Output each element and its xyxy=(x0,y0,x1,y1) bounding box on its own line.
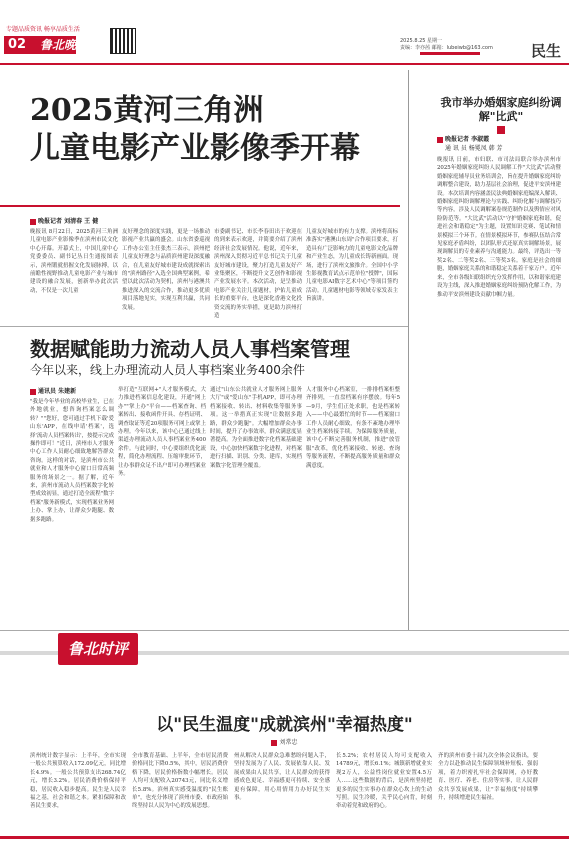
article1-title-line2: 儿童电影产业影像季开幕 xyxy=(30,131,360,166)
article4-title: 以"民生温度"成就滨州"幸福热度" xyxy=(156,715,413,735)
article1-byline-text: 晚报记者 刘清春 王 健 xyxy=(38,218,99,225)
article3-col2: 举打造"互联网+"人才服务模式，大力推进档案信息化建设，开通"网上办""掌上办"平台——档案查询、档案转出、接收函件开具、存档证明、调查取证等近20项服务可网上或掌上办理。今年以来，该中心已通过线上渠道办理流动人员人事档案业务400余件。与此同时，中心要组织优化流程，简化办理流程、压缩审批环节，让办事群众足不出户即可办理档案业务。 xyxy=(118,387,206,478)
article3-col1: "我是今年毕业的高校毕业生，已在外地就业，想咨询档案怎么调转？""您好，您可通过手机下载'爱山东'APP，在线申请'档案'，选择'流动人员档案转出'，按提示完成操作即可！"近日，滨州市人才服务中心工作人员耐心细致地解答群众咨询。这样的对话，是滨州市公共就业和人才服务中心窗口日常高频服务的场景之一。据了解，近年来，滨州市流动人员档案数字化转型成效初显，通过打造全流程"数字档案"服务新模式，实现档案业务网上办、掌上办，让群众少跑腿、数据多跑路。 xyxy=(30,399,114,523)
header-meta xyxy=(400,38,493,52)
article1-col3: 市委副书记、市长李春田出于欢迎在的到来表示欢迎，并简要介绍了滨州经济社会发展情况。他说，近年来，滨州深入贯彻习近平总书记关于儿童友好城市建设，聚力打造儿童友好产业集聚区，不断提升文艺创作和影视产业发展水平。本次活动，是呈推动电影产业关注儿童题材，护佑儿童成长的重要平台，也是深化香港文化投资交流的务实举措，更是助力滨州打造 xyxy=(214,229,302,320)
byline-marker-icon xyxy=(437,137,443,143)
column-divider xyxy=(408,70,409,630)
header-red-bar xyxy=(420,52,480,55)
page-header xyxy=(0,0,569,64)
article3-byline xyxy=(30,386,76,395)
header-divider xyxy=(0,63,569,65)
article4-byline xyxy=(0,737,569,746)
article4-col1: 滨州统计数字显示：上半年，全市实现一般公共预算收入172.09亿元，同比增长4.9%。一般公共预算支出268.74亿元，增长3.2%。居民消费价格保持平稳，居民收入稳步提高。民生是人民幸福之基，社会和谐之本。紧扣保障和改善民生要求， xyxy=(30,753,126,810)
article2-body: 晚报讯 日前，市妇联、市司法局联合举办滨州市2025年婚姻家庭纠纷人民调解工作"大比武"活动暨婚姻家庭辅导员业务培训会，旨在提升婚姻家庭纠纷调解整合建设，助力基层社会治理，促进平安滨州建设。本次培训内容涵盖民法典婚姻家庭编深入解读、婚姻家庭纠纷调解理论与实践、纠纷化解与调解技巧等内容，涉及人民调解案卷规范制作以及舆情应对风险防范等。"大比武"活动以"守护婚姻家庭和谐，促进社会和谐稳定"为主题，设置知识竞赛、笔试和情景模拟三个环节。在情景模拟环节，参赛队伍结合常见家庭矛盾纠纷，以团队形式还原真实调解场景，展现调解员的专业素养与沟通能力。最终，评选出一等奖2名、二等奖2名、三等奖3名。家庭是社会的细胞，婚姻家庭关系的和谐稳定关系着千家万户。近年来，全市各级妇联组织充分发挥作用，以和谐家庭建设为主线，深入推进婚姻家庭纠纷预防化解工作，为推动平安滨州建设贡献巾帼力量。 xyxy=(437,157,561,298)
byline-marker-icon xyxy=(30,389,36,395)
article1-col4: 儿童友好城市的有力支撑。滨州将高标准落实"港澳山东周"合作项目要求，打造具有广泛影响力的儿童电影文化品牌和产业生态，为儿童成长铸新画面。现场，进行了滨州文旅推介。全国中小学生影视教育试点示范单位"授牌"，国际儿童电影AI数字艺术中心"等项目签约活动。儿童题材电影等领域专家发表主旨演讲。 xyxy=(306,229,398,303)
section-divider xyxy=(0,630,569,631)
commentary-bar-left xyxy=(0,651,58,655)
byline-marker-icon xyxy=(30,219,36,225)
article3-subtitle: 今年以来，线上办理流动人员人事档案业务400余件 xyxy=(30,363,305,377)
commentary-column-badge xyxy=(58,633,138,665)
page-number: 02 xyxy=(4,36,76,54)
article1-title xyxy=(30,92,360,168)
article2-byline xyxy=(437,134,489,143)
page-bottom-bar xyxy=(0,836,569,839)
article4-col3: 州从解决人民群众急难愁盼问题入手，坚持发展为了人民、发展依靠人民、发展成果由人民共享，让人民群众的获得感成色更足、幸福感更可持续、安全感更有保障，用心用情用力办好民生实事。 xyxy=(234,753,330,802)
article3-byline-text: 通讯员 朱建新 xyxy=(38,388,77,395)
article-divider xyxy=(0,326,408,327)
article1-title-line1: 2025黄河三角洲 xyxy=(30,93,264,128)
article1-title-underline xyxy=(0,205,400,207)
article4-col4: 长5.2%；农村居民人均可支配收入14789元，增长6.1%；城镇新增就业实现2万人，公益性岗位就业安置4.5万人……这些数据的背后，是滨州坚持把更多的民生实事办在群众心坎上的生动写照。民生冷暖，关乎民心向背，时刻牵动着党和政府的心。 xyxy=(336,753,432,810)
article3-col4: 人才服务中心档案室，一排排档案柜整齐排列，一直盘档案有序摆放。每年5—9月，学生们正处求职，也是档案转入——中心最繁忙的时节——档案窗口工作人员耐心细致，有条不紊地办理毕业生档案转接手续。为保障服务质量，该中心不断完善服务机制，推进"放管服"改革，优化档案接收、转递、查询等服务流程，不断提高服务质量和群众满意度。 xyxy=(306,387,400,469)
commentary-bar-right xyxy=(138,651,569,655)
article4-byline-text: 刘常忠 xyxy=(279,739,298,746)
article2-title: 我市举办婚姻家庭纠纷调解"比武" xyxy=(437,96,565,134)
article1-col1: 晚报讯 8月22日，2025黄河三角洲儿童电影产业影像季在滨州市民文化中心开幕。开幕式上，中国儿童中心党委委员、副书记丛日生通报图表示，滨州锻就扭握文化发展脉搏，以前瞻性视野推动儿童电影产业与城市建设的融合发展，创新举办此次活动，不仅是一次儿童 xyxy=(30,229,118,294)
article2-byline-text: 晚报记者 李淑霞 xyxy=(445,136,490,143)
article2-byline2: 通 讯 员 杨冕凤 韩 芳 xyxy=(445,145,503,152)
article3-title: 数据赋能助力流动人员人事档案管理 xyxy=(30,337,350,361)
section-name: 民生 xyxy=(530,42,561,60)
commentary-column-label: 鲁北时评 xyxy=(67,640,128,658)
article4-col5: 齐的滨州市委十届九次全体会议指出，要全力以赴推动民生保障领域补短板、强弱项，着力织密扎牢社会保障网，办好教育、医疗、养老、住房等实事，让人民群众共享发展成果，让"幸福热度"持续攀升，持续增进民生福祉。 xyxy=(438,753,538,802)
article1-col2: 友好理念的深度实践，更是一场推动影视产业共赢的盛会。山东省委巡视工作办公室主任张杰三表示，滨州把儿童友好理念与品质滨州建设深度融合，在儿童友好城市建设成就探索出的"滨州路径"入选全国典型案例，希望以此次活动为契机，滨州与港澳共推进深入的交流合作，推动更多优质项目落地见实，实现互利共赢，共同发展。 xyxy=(122,229,210,311)
byline-marker-icon xyxy=(271,740,277,746)
qr-code-icon xyxy=(110,28,136,54)
header-slogan: 专题品质资讯 畅享品质生活 xyxy=(6,26,80,33)
article3-col3: 通过"山东公共就业人才服务网上服务大厅"或"爱山东"手机APP，即可办理档案接收、转出、材料收集等服务事项。这一举措真正实现"让数据多跑路，群众少跑腿"。大幅增加群众办事时间，提升了办事效率，群众满意度显著提高。为全面推进数字化档案基础建设，中心加快档案数字化进程，对档案进行扫描、识别、分类、建库，实现档案数字化管理全覆盖。 xyxy=(210,387,302,469)
article1-byline xyxy=(30,216,98,225)
article4-col2: 全市教育基础、上半年，全市居民消费价格同比下降0.5%，其中，居民消费价格下降，居民价格指数小幅增长。居民人均可支配收入20743元，同比名义增长5.8%。滨州真实感受温度的"民生账单"，也充分体现了滨州市委、市政府始终坚持以人民为中心的发展思想。 xyxy=(132,753,228,810)
header-editor: 责编：李亦茜 邮箱：lubeiwb@163.com xyxy=(400,45,493,51)
header-date: 2025.8.25 星期一 xyxy=(400,38,443,44)
newspaper-brand: 鲁北晚报 xyxy=(40,38,89,52)
